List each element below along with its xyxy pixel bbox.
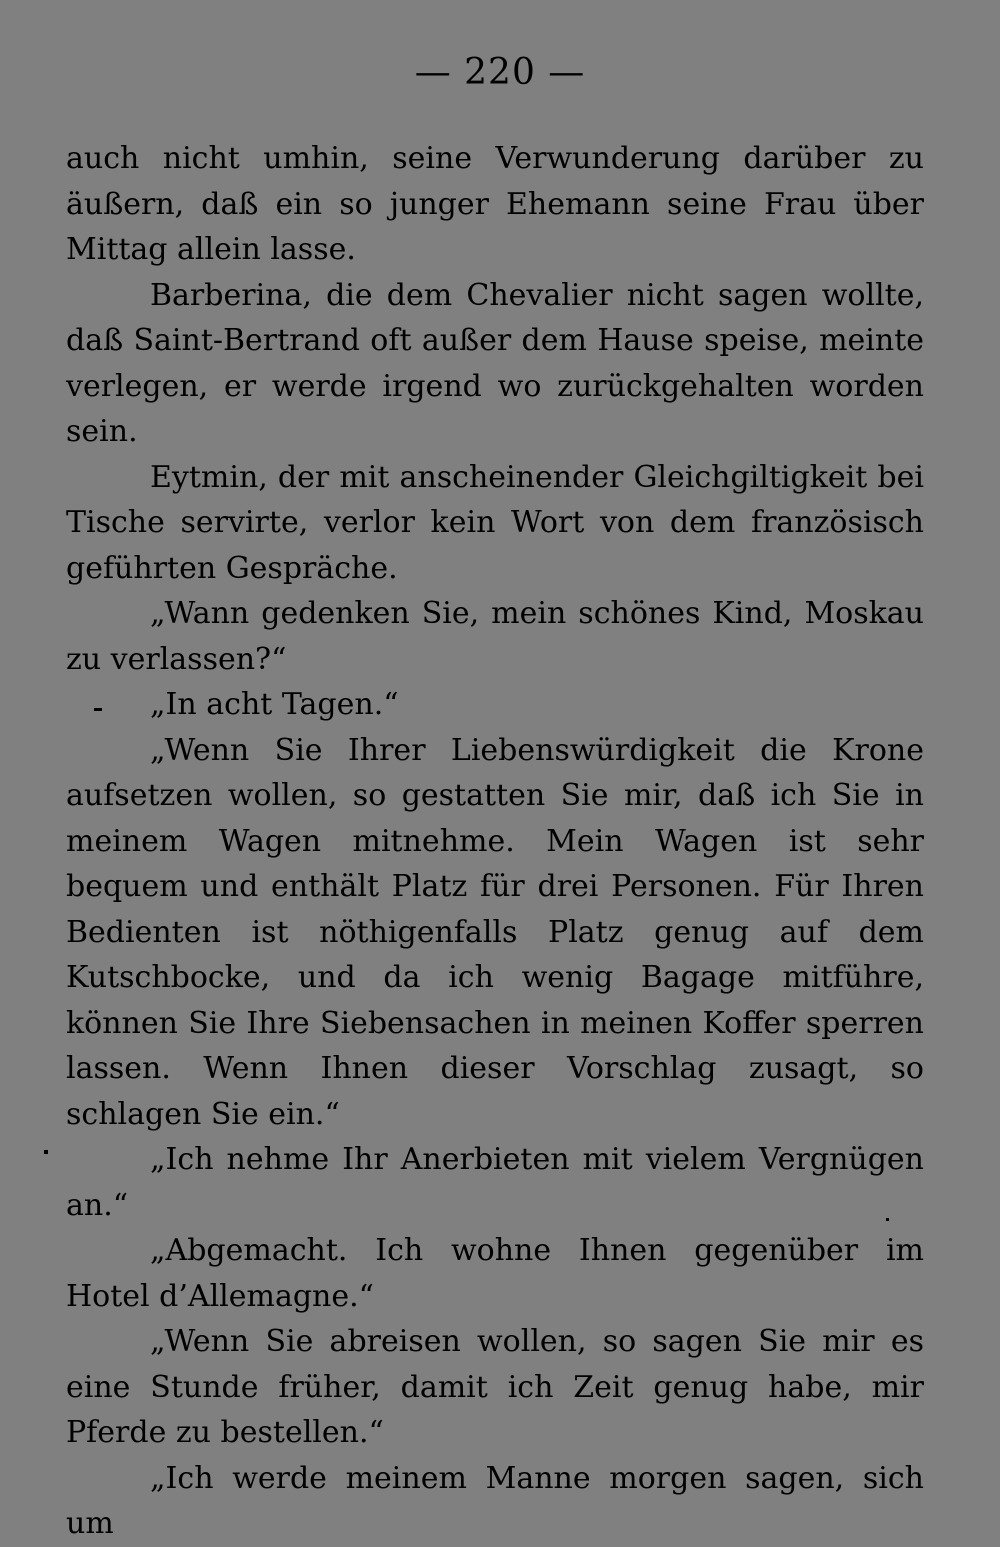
body-text: [66, 136, 924, 1547]
paragraph-6: „Wenn Sie Ihrer Liebenswürdigkeit die Krone aufsetzen wollen, so gestatten Sie mir, daß ich Sie in meinem Wagen mitnehme. Mein Wagen ist sehr bequem und enthält Platz für drei Personen. Für Ihren Bedienten ist nöthigenfalls Platz genug auf dem Kutschbocke, und da ich wenig Bagage mitführe, können Sie Ihre Siebensachen in meinen Koffer sperren lassen. Wenn Ihnen dieser Vorschlag zusagt, so schlagen Sie ein.“: [66, 732, 924, 1132]
paragraph-9: „Wenn Sie abreisen wollen, so sagen Sie mir es eine Stunde früher, damit ich Zeit genug habe, mir Pferde zu bestellen.“: [66, 1324, 924, 1450]
paragraph-2: Barberina, die dem Chevalier nicht sagen wollte, daß Saint-Bertrand oft außer dem Hause speise, meinte verlegen, er werde irgend wo zurückgehalten worden sein.: [66, 277, 924, 449]
page-number: — 220 —: [414, 52, 586, 93]
print-speck: [886, 1218, 889, 1221]
paragraph-4: „Wann gedenken Sie, mein schönes Kind, Moskau zu verlassen?“: [66, 596, 924, 677]
print-speck: [44, 1150, 48, 1154]
print-speck: [94, 708, 102, 711]
paragraph-3: Eytmin, der mit anscheinender Gleichgiltigkeit bei Tische servirte, verlor kein Wort von dem französisch geführten Gespräche.: [66, 459, 924, 586]
paragraph-8: „Abgemacht. Ich wohne Ihnen gegenüber im Hotel d’Allemagne.“: [66, 1233, 924, 1314]
paragraph-10: „Ich werde meinem Manne morgen sagen, sich um: [66, 1460, 924, 1541]
paragraph-7: „Ich nehme Ihr Anerbieten mit vielem Vergnügen an.“: [66, 1142, 924, 1223]
paragraph-1: auch nicht umhin, seine Verwunderung darüber zu äußern, daß ein so junger Ehemann seine Frau über Mittag allein lasse.: [66, 141, 924, 267]
paragraph-5: „In acht Tagen.“: [150, 687, 399, 722]
